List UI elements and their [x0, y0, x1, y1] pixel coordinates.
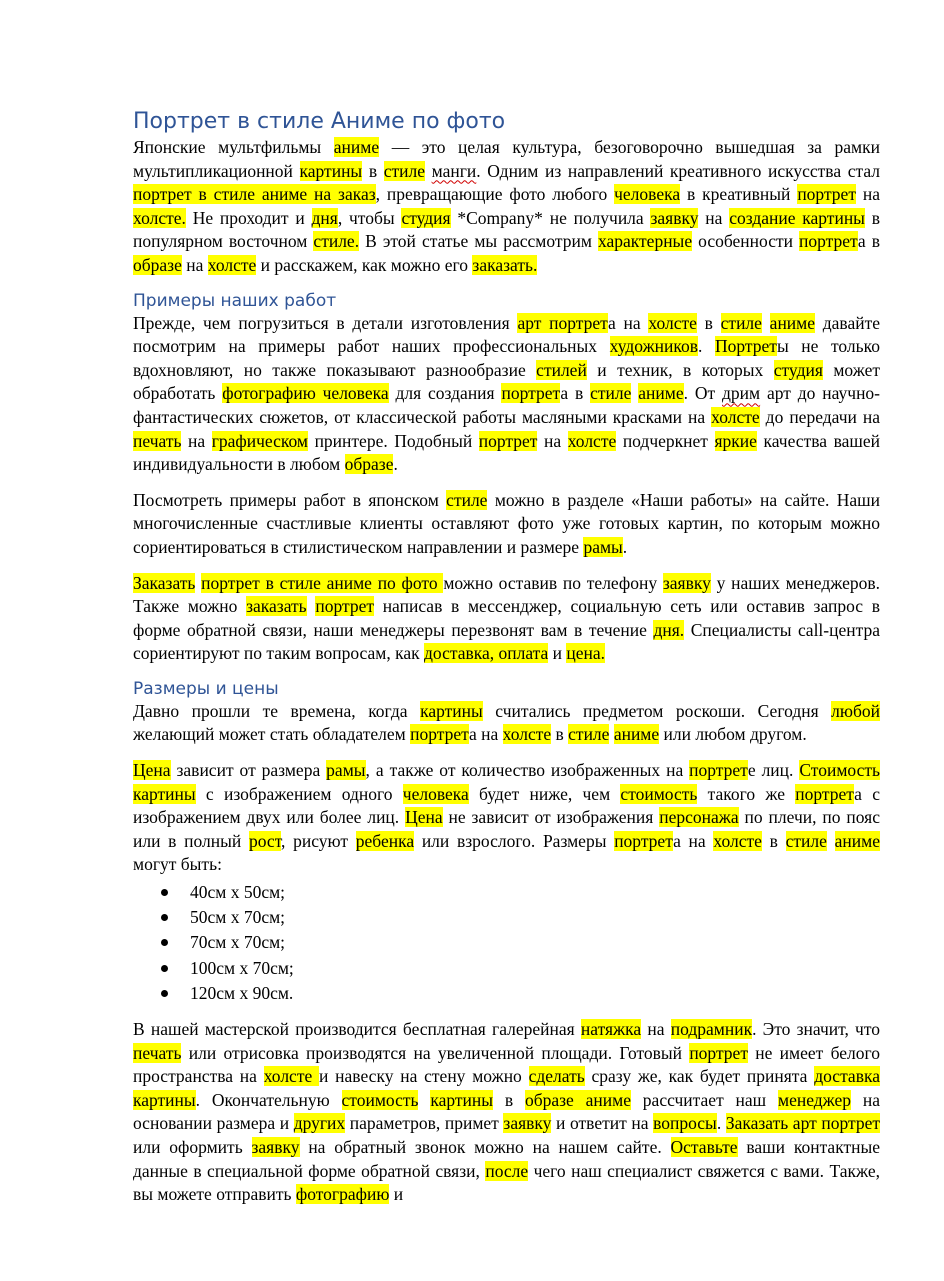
- text-run: зависит от размера: [170, 760, 327, 781]
- highlighted-keyword: портрет: [799, 231, 858, 252]
- text-run: Прежде, чем погрузиться в детали изготовления: [133, 312, 518, 333]
- highlighted-keyword: картины: [133, 783, 196, 804]
- highlighted-keyword: портрет: [315, 596, 375, 617]
- highlighted-keyword: подрамник: [670, 1019, 753, 1040]
- highlighted-keyword: картины: [299, 160, 363, 181]
- intro-paragraph: [133, 136, 880, 278]
- text-run: .: [622, 536, 628, 557]
- text-run: е лиц.: [747, 760, 800, 781]
- text-run: в: [493, 1089, 525, 1110]
- text-run: . От: [683, 383, 722, 404]
- text-run: *Company* не получила: [450, 207, 651, 228]
- highlighted-keyword: Цена: [405, 807, 443, 828]
- text-run: считались предметом роскоши. Сегодня: [482, 700, 832, 721]
- highlighted-keyword: образе аниме: [524, 1089, 631, 1110]
- closing-paragraph: [133, 1018, 880, 1207]
- text-run: Специалисты call-центра сориентируют по таким вопросам, как: [133, 619, 880, 664]
- highlighted-keyword: портрет: [797, 184, 856, 205]
- text-run: по плечи, по пояс или в полный: [133, 807, 880, 851]
- text-run: в: [362, 160, 384, 181]
- text-run: на: [855, 184, 880, 205]
- size-label: 100см x 70см;: [190, 957, 294, 978]
- highlighted-keyword: портрет в стиле аниме на заказ: [133, 184, 376, 205]
- highlighted-keyword: портрет: [689, 760, 748, 781]
- highlighted-keyword: стиле: [383, 160, 425, 181]
- examples-paragraph-1: [133, 312, 880, 477]
- highlighted-keyword: портрет: [689, 1042, 748, 1063]
- highlighted-keyword: Оставьте: [670, 1137, 738, 1158]
- text-run: ы не только вдохновляют, но также показывают разнообразие: [133, 336, 880, 380]
- text-run: параметров, примет: [345, 1113, 504, 1134]
- text-run: и техник, в которых: [586, 359, 774, 380]
- text-run: а на: [468, 724, 503, 745]
- highlighted-keyword: любой: [831, 700, 880, 721]
- text-run: и расскажем, как можно его: [256, 254, 473, 275]
- text-run: с изображением одного: [195, 783, 403, 804]
- text-run: и ответит на: [551, 1113, 654, 1134]
- size-label: 50см x 70см;: [190, 907, 286, 928]
- highlighted-keyword: стиле: [720, 312, 762, 333]
- section-heading-examples: Примеры наших работ: [133, 290, 337, 311]
- highlighted-keyword: доставка картины: [133, 1066, 880, 1110]
- text-run: [425, 161, 432, 181]
- prices-paragraph-1: [133, 700, 880, 747]
- text-run: а на: [673, 830, 714, 851]
- highlighted-keyword: портрет: [614, 830, 674, 851]
- list-item: [133, 905, 880, 930]
- text-run: [762, 313, 770, 333]
- text-run: а в: [560, 383, 591, 404]
- text-run: Давно прошли те времена, когда: [133, 700, 421, 721]
- highlighted-keyword: холсте.: [133, 207, 186, 228]
- text-run: подчеркнет: [616, 430, 715, 451]
- highlighted-keyword: Портрет: [715, 336, 777, 357]
- highlighted-keyword: менеджер: [778, 1089, 852, 1110]
- text-run: . Это значит, что: [752, 1019, 881, 1040]
- highlighted-keyword: художников: [609, 336, 699, 357]
- text-run: , рисуют: [281, 830, 356, 851]
- highlighted-keyword: стиле: [568, 724, 610, 745]
- text-run: , превращающие фото любого: [375, 184, 615, 205]
- text-run: желающий может стать обладателем: [133, 724, 411, 745]
- bullet-icon: [161, 965, 168, 972]
- text-run: до передачи на: [759, 406, 881, 427]
- bullet-icon: [161, 914, 168, 921]
- size-label: 70см x 70см;: [190, 932, 286, 953]
- highlighted-keyword: стоимость: [341, 1089, 419, 1110]
- spellcheck-word: дрим: [722, 383, 761, 404]
- highlighted-keyword: стиле: [785, 830, 827, 851]
- text-run: на: [698, 207, 730, 228]
- highlighted-keyword: других: [293, 1113, 346, 1134]
- text-run: Японские мультфильмы: [133, 137, 334, 157]
- highlighted-keyword: холсте: [263, 1066, 320, 1087]
- highlighted-keyword: Цена: [133, 760, 171, 781]
- text-run: не зависит от изображения: [442, 807, 660, 828]
- text-run: для создания: [388, 383, 502, 404]
- text-run: на: [181, 254, 208, 275]
- highlighted-keyword: портрет в стиле аниме по фото: [201, 572, 444, 593]
- highlighted-keyword: после: [485, 1160, 529, 1181]
- highlighted-keyword: ребенка: [355, 830, 415, 851]
- highlighted-keyword: заявку: [251, 1137, 300, 1158]
- highlighted-keyword: цена.: [566, 643, 606, 664]
- highlighted-keyword: сделать: [528, 1066, 585, 1087]
- text-run: или взрослого. Размеры: [414, 830, 615, 851]
- highlighted-keyword: рамы: [583, 536, 623, 557]
- bullet-icon: [161, 939, 168, 946]
- text-run: чего наш специалист свяжется с вами. Также, вы можете отправить: [133, 1160, 881, 1205]
- highlighted-keyword: аниме: [638, 383, 684, 404]
- highlighted-keyword: фотографию: [295, 1184, 390, 1205]
- highlighted-keyword: заявку: [503, 1113, 552, 1134]
- highlighted-keyword: арт портрет: [517, 312, 609, 333]
- examples-paragraph-2: [133, 489, 880, 560]
- text-run: написав в мессенджер, социальную сеть или оставив запрос в форме обратной связи, наши менеджеры перезвонят вам в течение: [133, 596, 881, 640]
- highlighted-keyword: человека: [614, 184, 681, 205]
- highlighted-keyword: аниме: [834, 830, 880, 851]
- text-run: в популярном восточном: [133, 207, 880, 252]
- text-run: давайте посмотрим на примеры работ наших профессиональных: [133, 312, 880, 357]
- size-label: 120см x 90см.: [190, 982, 294, 1003]
- bullet-icon: [161, 990, 168, 997]
- highlighted-keyword: холсте: [207, 254, 257, 275]
- text-run: в: [696, 312, 721, 333]
- highlighted-keyword: Заказать: [133, 572, 196, 593]
- spellcheck-word: манги: [431, 160, 477, 181]
- highlighted-keyword: холсте: [567, 430, 617, 451]
- text-run: особенности: [692, 231, 800, 252]
- highlighted-keyword: портрет: [478, 430, 538, 451]
- text-run: , чтобы: [337, 207, 402, 228]
- highlighted-keyword: стиле: [446, 489, 488, 510]
- highlighted-keyword: заявку: [650, 207, 699, 228]
- text-run: у наших менеджеров. Также можно: [133, 572, 880, 617]
- text-run: а на: [608, 312, 649, 333]
- highlighted-keyword: Стоимость: [799, 760, 880, 781]
- highlighted-keyword: стиле.: [313, 231, 360, 252]
- highlighted-keyword: персонажа: [659, 807, 739, 828]
- text-run: [418, 1090, 430, 1110]
- highlighted-keyword: вопросы: [653, 1113, 717, 1134]
- text-run: . Окончательную: [195, 1089, 342, 1110]
- highlighted-keyword: картины: [420, 700, 483, 721]
- text-run: может обработать: [133, 359, 880, 404]
- highlighted-keyword: портрет: [795, 783, 855, 804]
- highlighted-keyword: аниме: [769, 312, 816, 333]
- highlighted-keyword: холсте: [648, 312, 697, 333]
- text-run: или любом другом.: [659, 724, 807, 745]
- highlighted-keyword: аниме: [613, 724, 660, 745]
- text-run: В этой статье мы рассмотрим: [359, 231, 598, 252]
- highlighted-keyword: стиле: [590, 383, 632, 404]
- text-run: на обратный звонок можно на нашем сайте.: [299, 1137, 671, 1158]
- highlighted-keyword: натяжка: [580, 1019, 642, 1040]
- size-label: 40см x 50см;: [190, 882, 286, 903]
- highlighted-keyword: графическом: [211, 430, 308, 451]
- text-run: в креативный: [680, 184, 798, 205]
- text-run: и навеску на стену можно: [319, 1066, 529, 1087]
- highlighted-keyword: студия: [401, 207, 451, 228]
- highlighted-keyword: дня: [311, 207, 338, 228]
- highlighted-keyword: рамы: [326, 760, 366, 781]
- text-run: — это целая культура, безоговорочно вышедшая за рамки мультипликационной: [133, 137, 880, 181]
- text-run: арт до научно-фантастических сюжетов, от классической работы масляными красками на: [133, 383, 881, 427]
- list-item: [133, 880, 880, 905]
- text-run: . Одним из направлений креативного искусства стал: [476, 160, 881, 181]
- highlighted-keyword: печать: [133, 430, 182, 451]
- highlighted-keyword: холсте: [711, 406, 760, 427]
- sizes-list: [133, 880, 880, 1006]
- highlighted-keyword: аниме: [333, 137, 380, 157]
- text-run: и: [548, 643, 567, 664]
- text-run: Не проходит и: [185, 207, 312, 228]
- text-run: будет ниже, чем: [468, 783, 621, 804]
- text-run: в: [551, 724, 569, 745]
- text-run: на: [537, 430, 568, 451]
- text-run: могут быть:: [133, 854, 222, 875]
- highlighted-keyword: яркие: [714, 430, 757, 451]
- text-run: а в: [857, 231, 880, 252]
- list-item: [133, 956, 880, 981]
- text-run: или отрисовка производятся на увеличенной площади. Готовый: [181, 1042, 690, 1063]
- text-run: на: [641, 1019, 671, 1040]
- highlighted-keyword: образе: [344, 454, 394, 475]
- text-run: на: [181, 430, 212, 451]
- highlighted-keyword: заказать.: [472, 254, 538, 275]
- text-run: в: [761, 830, 786, 851]
- highlighted-keyword: портрет: [410, 724, 469, 745]
- document-title: Портрет в стиле Аниме по фото: [133, 109, 506, 134]
- text-run: , а также от количество изображенных на: [365, 760, 690, 781]
- highlighted-keyword: доставка, оплата: [424, 643, 549, 664]
- text-run: В нашей мастерской производится бесплатная галерейная: [133, 1019, 581, 1040]
- highlighted-keyword: рост: [249, 830, 282, 851]
- text-run: а с изображением двух или более лиц.: [133, 783, 880, 828]
- text-run: можно в разделе «Наши работы» на сайте. Наши многочисленные счастливые клиенты оставляют фото уже готовых картин, по которым можно сориентироваться в стилистическом направлении и размере: [133, 489, 880, 557]
- text-run: .: [393, 454, 398, 475]
- highlighted-keyword: человека: [402, 783, 469, 804]
- list-item: [133, 981, 880, 1006]
- text-run: такого же: [697, 783, 796, 804]
- highlighted-keyword: заказать: [246, 596, 307, 617]
- text-run: [827, 831, 835, 851]
- text-run: Посмотреть примеры работ в японском: [133, 489, 447, 510]
- text-run: ваши контактные данные в специальной форме обратной связи,: [133, 1137, 881, 1181]
- list-item: [133, 930, 880, 955]
- text-run: сразу же, как будет принята: [584, 1066, 815, 1087]
- section-heading-prices: Размеры и цены: [133, 678, 279, 699]
- highlighted-keyword: портрет: [501, 383, 561, 404]
- text-run: .: [698, 336, 715, 357]
- text-run: качества вашей индивидуальности в любом: [133, 430, 880, 475]
- text-run: и: [389, 1184, 404, 1205]
- highlighted-keyword: стоимость: [620, 783, 698, 804]
- text-run: на основании размера и: [133, 1089, 880, 1134]
- highlighted-keyword: печать: [133, 1042, 182, 1063]
- highlighted-keyword: студия: [773, 359, 823, 380]
- document-page: [133, 108, 880, 1219]
- highlighted-keyword: дня.: [653, 619, 685, 640]
- highlighted-keyword: образе: [133, 254, 182, 275]
- highlighted-keyword: Заказать арт портрет: [725, 1113, 881, 1134]
- text-run: рассчитает наш: [630, 1089, 778, 1110]
- highlighted-keyword: характерные: [597, 231, 693, 252]
- highlighted-keyword: создание картины: [729, 207, 865, 228]
- highlighted-keyword: холсте: [502, 724, 552, 745]
- highlighted-keyword: стилей: [536, 359, 587, 380]
- examples-paragraph-3: [133, 572, 880, 666]
- highlighted-keyword: холсте: [713, 830, 762, 851]
- highlighted-keyword: заявку: [662, 572, 711, 593]
- text-run: .: [716, 1113, 726, 1134]
- text-run: или оформить: [133, 1137, 252, 1158]
- text-run: не имеет белого пространства на: [133, 1042, 880, 1087]
- highlighted-keyword: фотографию человека: [222, 383, 389, 404]
- prices-paragraph-2: [133, 759, 880, 877]
- text-run: принтере. Подобный: [308, 430, 479, 451]
- bullet-icon: [161, 889, 168, 896]
- text-run: можно оставив по телефону: [443, 572, 663, 593]
- highlighted-keyword: картины: [430, 1089, 493, 1110]
